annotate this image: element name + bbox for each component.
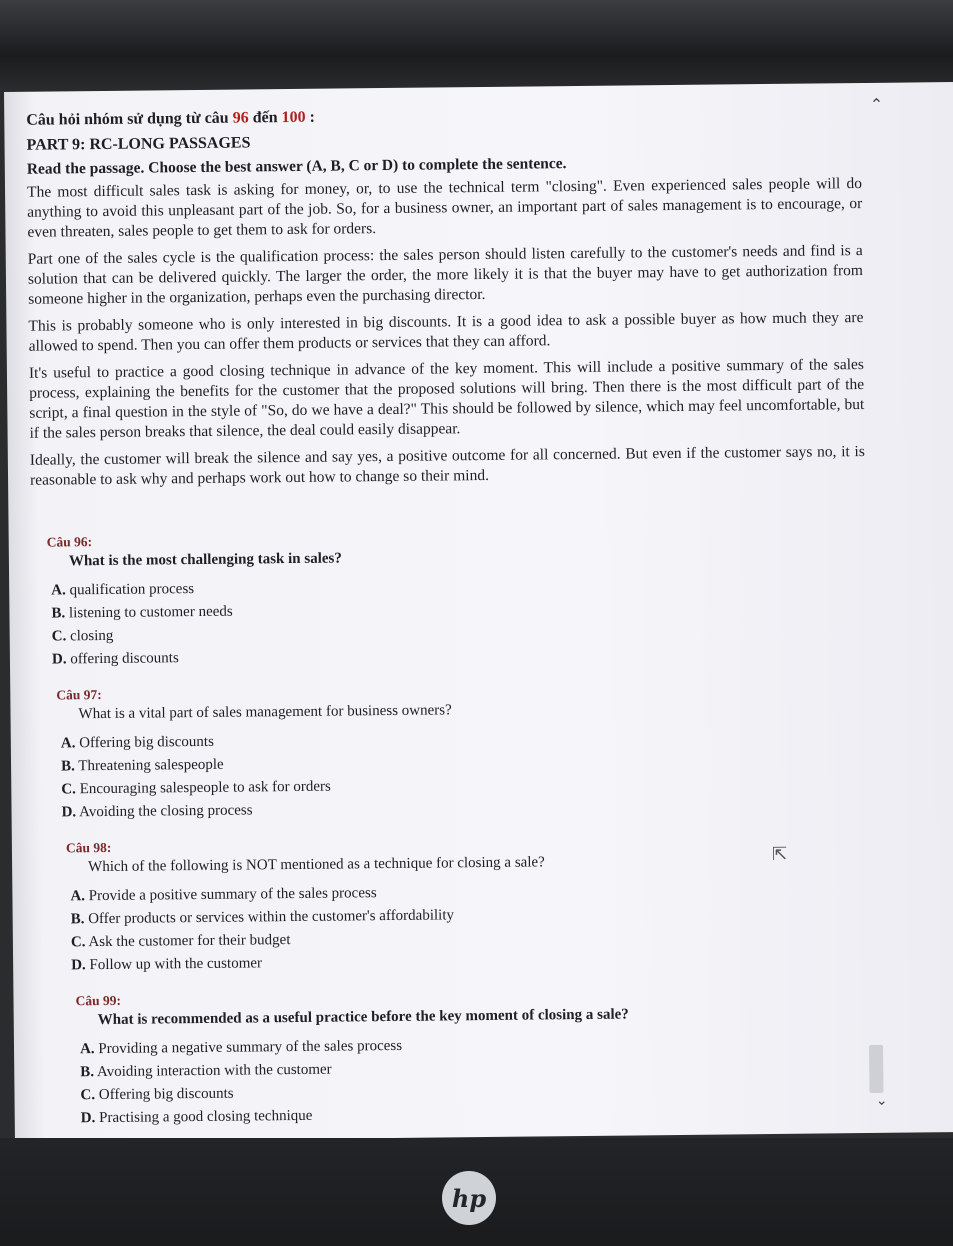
passage-paragraph: This is probably someone who is only interested in big discounts. It is a good idea to ask a possible buyer as how much they are allowed to spend. Then you can offer them products or services that they can afford. — [28, 309, 864, 355]
option-text: closing — [69, 627, 114, 645]
option-letter: B. — [60, 758, 75, 775]
option-text: Offer products or services within the customer's affordability — [88, 907, 455, 928]
screen — [4, 82, 953, 1142]
option-text: Ask the customer for their budget — [88, 932, 291, 951]
range-start: 96 — [232, 109, 249, 127]
option-letter: A. — [60, 735, 76, 752]
option-letter: C. — [61, 781, 76, 798]
passage-paragraph: The most difficult sales task is asking for money, or, to use the technical term "closing". Even experienced sales people will do anything to avoid this unpleasant part of the job. So, for a business owner, an important part of sales management is to encourage, or even threaten, sales people to get them to ask for orders. — [26, 175, 863, 241]
option-text: Provide a positive summary of the sales process — [88, 885, 377, 905]
question-number: Câu 99: — [75, 992, 121, 1009]
option-text: Follow up with the customer — [89, 955, 263, 974]
instruction: Read the passage. Choose the best answer (A, B, C or D) to complete the sentence. — [26, 155, 567, 178]
chevron-up-icon[interactable]: ⌃ — [869, 94, 884, 114]
question-text: What is the most challenging task in sales? — [68, 550, 342, 570]
group-prefix: Câu hỏi nhóm sử dụng từ câu — [26, 109, 229, 129]
question-block — [48, 679, 868, 825]
scrollbar-thumb[interactable] — [869, 1045, 884, 1093]
passage-paragraph: Ideally, the customer will break the silence and say yes, a positive outcome for all concerned. But even if the customer says no, it is reasonable to ask why and perhaps work out how to change so their mind. — [29, 443, 865, 489]
option-text: offering discounts — [70, 650, 179, 668]
range-end: 100 — [281, 108, 306, 127]
chevron-down-icon[interactable]: ⌄ — [875, 1092, 888, 1109]
option-text: qualification process — [69, 581, 195, 599]
question-block — [47, 526, 867, 672]
option-letter: B. — [51, 605, 66, 622]
option-text: Providing a negative summary of the sales process — [98, 1037, 403, 1058]
option-text: Avoiding the closing process — [78, 802, 253, 821]
option-letter: C. — [70, 934, 86, 951]
question-block — [51, 985, 871, 1131]
passage-paragraph: Part one of the sales cycle is the qualification process: the sales person should listen carefully to the customer's needs and find is a solution that can be delivered quickly. The larger the order, the more likely it is that the buyer may have to get authorization from someone higher in the organization, perhaps even the purchasing director. — [27, 242, 864, 308]
option-letter: D. — [61, 804, 77, 821]
option-text: Avoiding interaction with the customer — [96, 1061, 332, 1081]
option-letter: A. — [79, 1041, 95, 1058]
part-title: PART 9: RC-LONG PASSAGES — [26, 134, 251, 154]
mouse-cursor-icon: ⇱ — [771, 843, 788, 865]
question-number: Câu 96: — [46, 534, 93, 550]
hp-logo — [442, 1171, 496, 1225]
hp-logo-mark — [449, 1183, 489, 1213]
option-text: Threatening salespeople — [78, 756, 224, 775]
question-number: Câu 98: — [65, 839, 112, 856]
option-text: Offering big discounts — [79, 733, 214, 752]
question-list — [31, 526, 872, 1131]
question-page — [26, 103, 872, 1142]
passage — [27, 174, 865, 491]
option-letter: D. — [71, 957, 86, 974]
group-header — [26, 103, 861, 130]
option-letter: C. — [51, 628, 67, 645]
option-letter: A. — [70, 888, 86, 905]
passage-paragraph: It's useful to practice a good closing technique in advance of the key moment. This will include a positive summary of the sales process, explaining the benefits for the customer that the proposed solutions will bring. Then there is the most difficult part of the script, a final question in the style of "So, do we have a deal?" This should be followed by silence, which may feel uncomfortable, but if the sales person breaks that silence, the deal could easily disappear. — [28, 356, 865, 442]
option-letter: A. — [51, 582, 66, 599]
range-suffix: : — [309, 108, 315, 126]
option-text: listening to customer needs — [68, 603, 233, 622]
question-text: What is recommended as a useful practice before the key moment of closing a sale? — [97, 1006, 629, 1029]
range-mid: đến — [252, 109, 278, 127]
question-text: Which of the following is NOT mentioned as a technique for closing a sale? — [88, 854, 545, 876]
svg-text:hp: hp — [451, 1184, 487, 1213]
option-letter: D. — [51, 651, 67, 668]
monitor-bezel-top — [0, 0, 953, 92]
option-text: Practising a good closing technique — [99, 1107, 313, 1127]
question-text: What is a vital part of sales management for business owners? — [78, 702, 452, 723]
option-letter: B. — [70, 911, 85, 928]
question-number: Câu 97: — [56, 687, 102, 703]
option-text: Offering big discounts — [98, 1085, 234, 1104]
question-block — [50, 832, 870, 978]
option-text: Encouraging salespeople to ask for orders — [79, 778, 331, 798]
option-letter: D. — [80, 1110, 96, 1127]
option-letter: C. — [80, 1087, 96, 1104]
option-letter: B. — [80, 1064, 95, 1081]
